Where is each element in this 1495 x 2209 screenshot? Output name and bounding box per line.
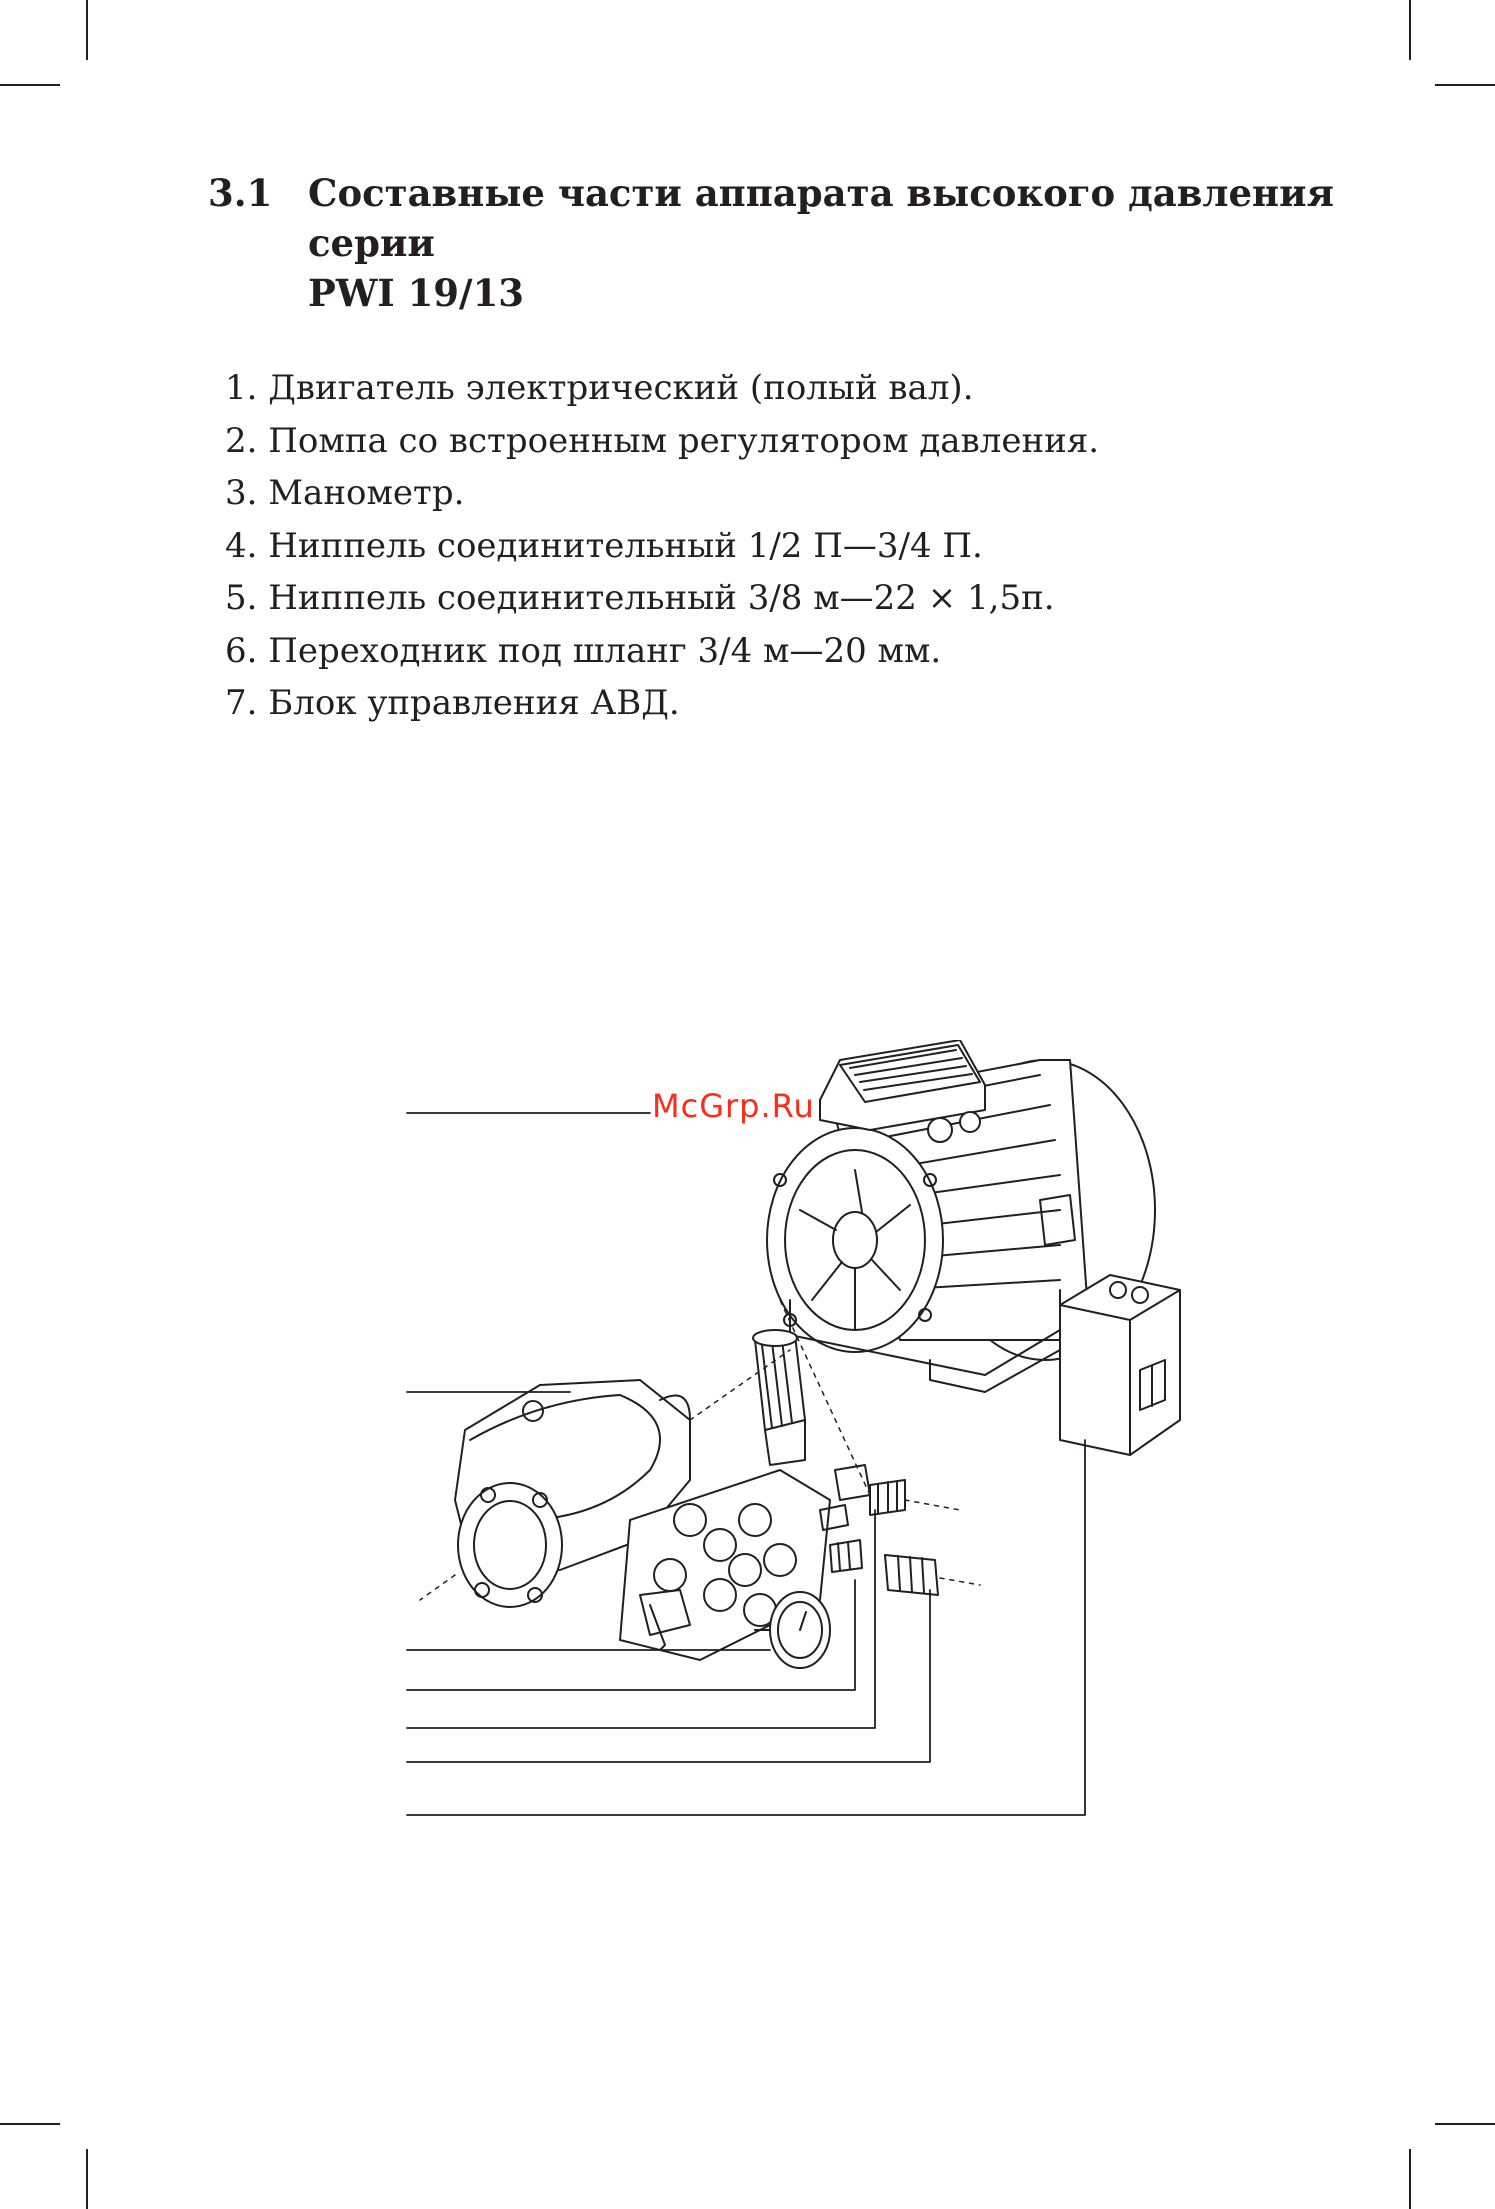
assembly-drawing [400, 1040, 1220, 1840]
list-item: 5. Ниппель соединительный 3/8 м—22 × 1,5п. [225, 578, 1055, 618]
crop-mark [1409, 0, 1411, 60]
control-block-icon [1060, 1275, 1180, 1455]
list-item: 3. Манометр. [225, 473, 465, 513]
crop-mark [1435, 84, 1495, 86]
list-item: 2. Помпа со встроенным регулятором давления. [225, 420, 1100, 461]
crop-mark [0, 84, 60, 86]
section-title-line: Составные части аппарата высокого давления серии [308, 171, 1334, 265]
crop-mark [1435, 2123, 1495, 2125]
watermark: McGrp.Ru [652, 1087, 815, 1125]
list-item: 1. Двигатель электрический (полый вал). [225, 368, 974, 408]
list-item: 4. Ниппель соединительный 1/2 П—3/4 П. [225, 525, 983, 566]
list-item: 7. Блок управления АВД. [225, 683, 680, 723]
crop-mark [86, 0, 88, 60]
crop-mark [0, 2123, 60, 2125]
parts-list [225, 362, 1099, 730]
section-title-line: PWI 19/13 [308, 271, 525, 315]
crop-mark [1409, 2149, 1411, 2209]
crop-mark [86, 2149, 88, 2209]
section-number: 3.1 [208, 171, 273, 215]
list-item: 6. Переходник под шланг 3/4 м—20 мм. [225, 630, 942, 671]
section-title [308, 168, 1368, 318]
hose-adapter-icon [885, 1555, 938, 1595]
